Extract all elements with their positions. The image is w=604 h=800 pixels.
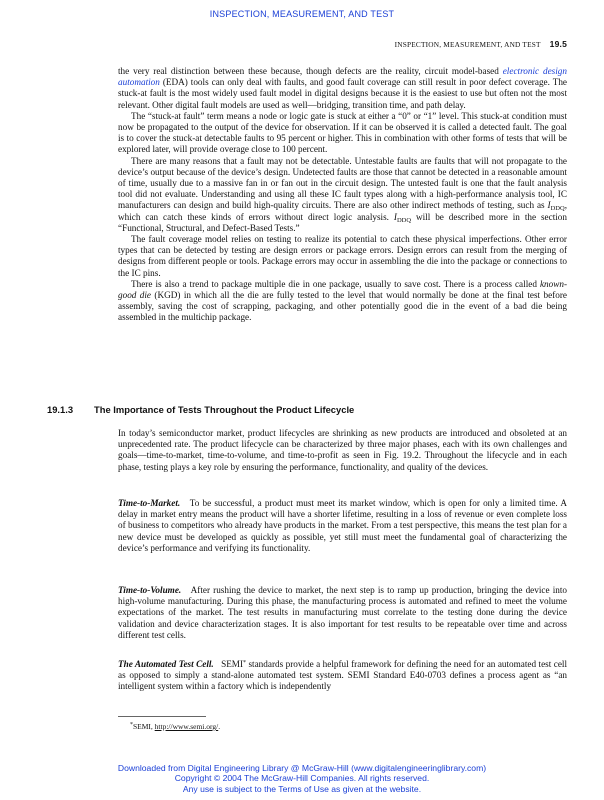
footnote-mark: *	[130, 722, 133, 728]
paragraph-lifecycle-intro: In today’s semiconductor market, product lifecycles are shrinking as new products are introduced and obsoleted at an unprecedented rate. The product lifecycle can be characterized by three major phases, each with its own challenges and goals—time-to-market, time-to-volume, and time-to-profit as seen in Fig. 19.2. Throughout the lifecycle and in each phase, testing plays a key role by ensuring the performance, functionality, and quality of the devices.	[118, 428, 567, 472]
download-banner: INSPECTION, MEASUREMENT, AND TEST	[209, 9, 395, 19]
kgd-term: known-good die	[118, 278, 567, 301]
ttv-text: After rushing the device to market, the next step is to ramp up production, bringing the device into high-volume manufacturing. During this phase, the manufacturing process is automated and refined to meet the volume expectations of the market. The test results in manufacturing must correlate to the testing done during the device validation and device characterization stages. It is also important for test results to be repeatable over time and across different test cells.	[118, 585, 567, 640]
ttm-block	[118, 498, 567, 554]
running-head	[118, 39, 567, 49]
iddq-subscript: DDQ	[550, 205, 565, 213]
semi-word: SEMI	[221, 659, 244, 669]
footnote-marker[interactable]: *	[243, 660, 247, 666]
footnote	[130, 722, 220, 731]
p3-text-b: , which can catch these kinds of errors without direct logic analysis.	[118, 200, 567, 222]
p5-text-a: There is also a trend to package multiple die in one package, usually to save cost. There is a process called	[131, 278, 540, 289]
atc-text: standards provide a helpful framework for defining the need for an automated test cell as opposed to simply a stand-alone automated test system. SEMI Standard E40-0703 defines a process agent as “an intelligent system within a factory which is independently	[118, 659, 568, 692]
paragraph-eda	[118, 66, 567, 111]
paragraph-undetectable	[118, 156, 567, 234]
ttv-block	[118, 585, 567, 641]
page-number: 19.5	[549, 39, 567, 49]
section-title: The Importance of Tests Throughout the Product Lifecycle	[94, 404, 355, 415]
footer-copyright: Copyright © 2004 The McGraw-Hill Companies. All rights reserved.	[174, 773, 430, 784]
atc-block	[118, 659, 567, 693]
paragraph-fault-coverage: The fault coverage model relies on testing to realize its potential to catch these physical imperfections. Other error types that can be detected by testing are design errors or package errors. Design errors can result from the merging of designs from different people or tools. Package errors may occur in assembling the die into the package or connections to the IC pins.	[118, 234, 567, 278]
semi-url-link[interactable]: http://www.semi.org/	[154, 722, 219, 731]
atc-heading: The Automated Test Cell.	[118, 659, 214, 669]
footer-download-link[interactable]: Downloaded from Digital Engineering Library @ McGraw-Hill (www.digitalengineeringlibrary.com)	[117, 763, 487, 773]
section-heading	[47, 404, 567, 415]
section-number: 19.1.3	[47, 404, 74, 415]
paragraph-automated-test-cell	[118, 659, 567, 693]
top-text-block	[118, 66, 567, 324]
ttm-heading: Time-to-Market.	[118, 498, 181, 508]
eda-term-link[interactable]: electronic design automation	[118, 66, 567, 88]
ttm-text: To be successful, a product must meet its market window, which is open for only a limited time. A delay in market entry means the product will have a shorter lifetime, resulting in a loss of revenue or even complete loss of business to competitors who already have products in the market. From a test perspective, this means the test plan for a new device must be developed as quickly as possible, yet still must meet the fundamental goal of characterizing the device’s performance and verifying its functionality.	[118, 498, 567, 553]
iddq-symbol: I	[547, 200, 551, 211]
iddq-subscript-2: DDQ	[396, 216, 412, 224]
footer-terms-link[interactable]: Any use is subject to the Terms of Use as given at the website.	[182, 783, 422, 794]
iddq-symbol-2: I	[393, 211, 397, 222]
p3-text-a: There are many reasons that a fault may not be detectable. Untestable faults are faults that will not propagate to the device’s output because of the device’s design. Undetected faults are those that cannot be detected in a reasonable amount of time, usually due to a massive fan in or fan out in the circuit design. The untested fault is one that the fault analysis tool did not evaluate. Understanding and using all these IC fault types along with a high-performance analysis tool, IC manufacturers can design and build high-quality circuits. There are also other indirect methods of testing, such as	[118, 155, 567, 211]
footnote-end: .	[218, 722, 221, 731]
p1-text-a: the very real distinction between these because, though defects are the reality, circuit model-based	[118, 66, 503, 76]
footnote-rule	[118, 716, 206, 717]
running-head-title: INSPECTION, MEASUREMENT, AND TEST	[394, 40, 541, 49]
paragraph-stuck-at: The “stuck-at fault” term means a node or logic gate is stuck at either a “0” or “1” level. This stuck-at condition must now be propagated to the output of the device for observation. If it can be observed it is called a detected fault. The goal is to cover the stuck-at detectable faults to 95 percent or higher. This in combination with other forms of tests that will be explored later, will provide overage close to 100 percent.	[118, 110, 567, 155]
p1-text-c: (EDA) tools can only deal with faults, and good fault coverage can still result in poor defect coverage. The stuck-at fault is the most widely used fault model in digital designs because it is the easiest to use but often not the most relevant. Other digital fault models are used as well—bridging, transition time, and path delay.	[118, 77, 567, 110]
footnote-label: SEMI,	[133, 722, 155, 731]
p3-text-c: will be described more in the section “Functional, Structural, and Defect-Based Tests.”	[118, 211, 567, 233]
paragraph-kgd	[118, 279, 567, 324]
copyright-footer	[0, 763, 604, 794]
p5-text-c: (KGD) in which all the die are fully tested to the level that would normally be done at the final test before assembly, saving the cost of scrapping, packaging, and other potentially good die in the event of a bad die being assembled in the multichip package.	[118, 290, 567, 323]
paragraph-time-to-volume	[118, 585, 567, 641]
intro-block	[118, 428, 567, 473]
ttv-heading: Time-to-Volume.	[118, 585, 182, 595]
paragraph-time-to-market	[118, 498, 567, 554]
